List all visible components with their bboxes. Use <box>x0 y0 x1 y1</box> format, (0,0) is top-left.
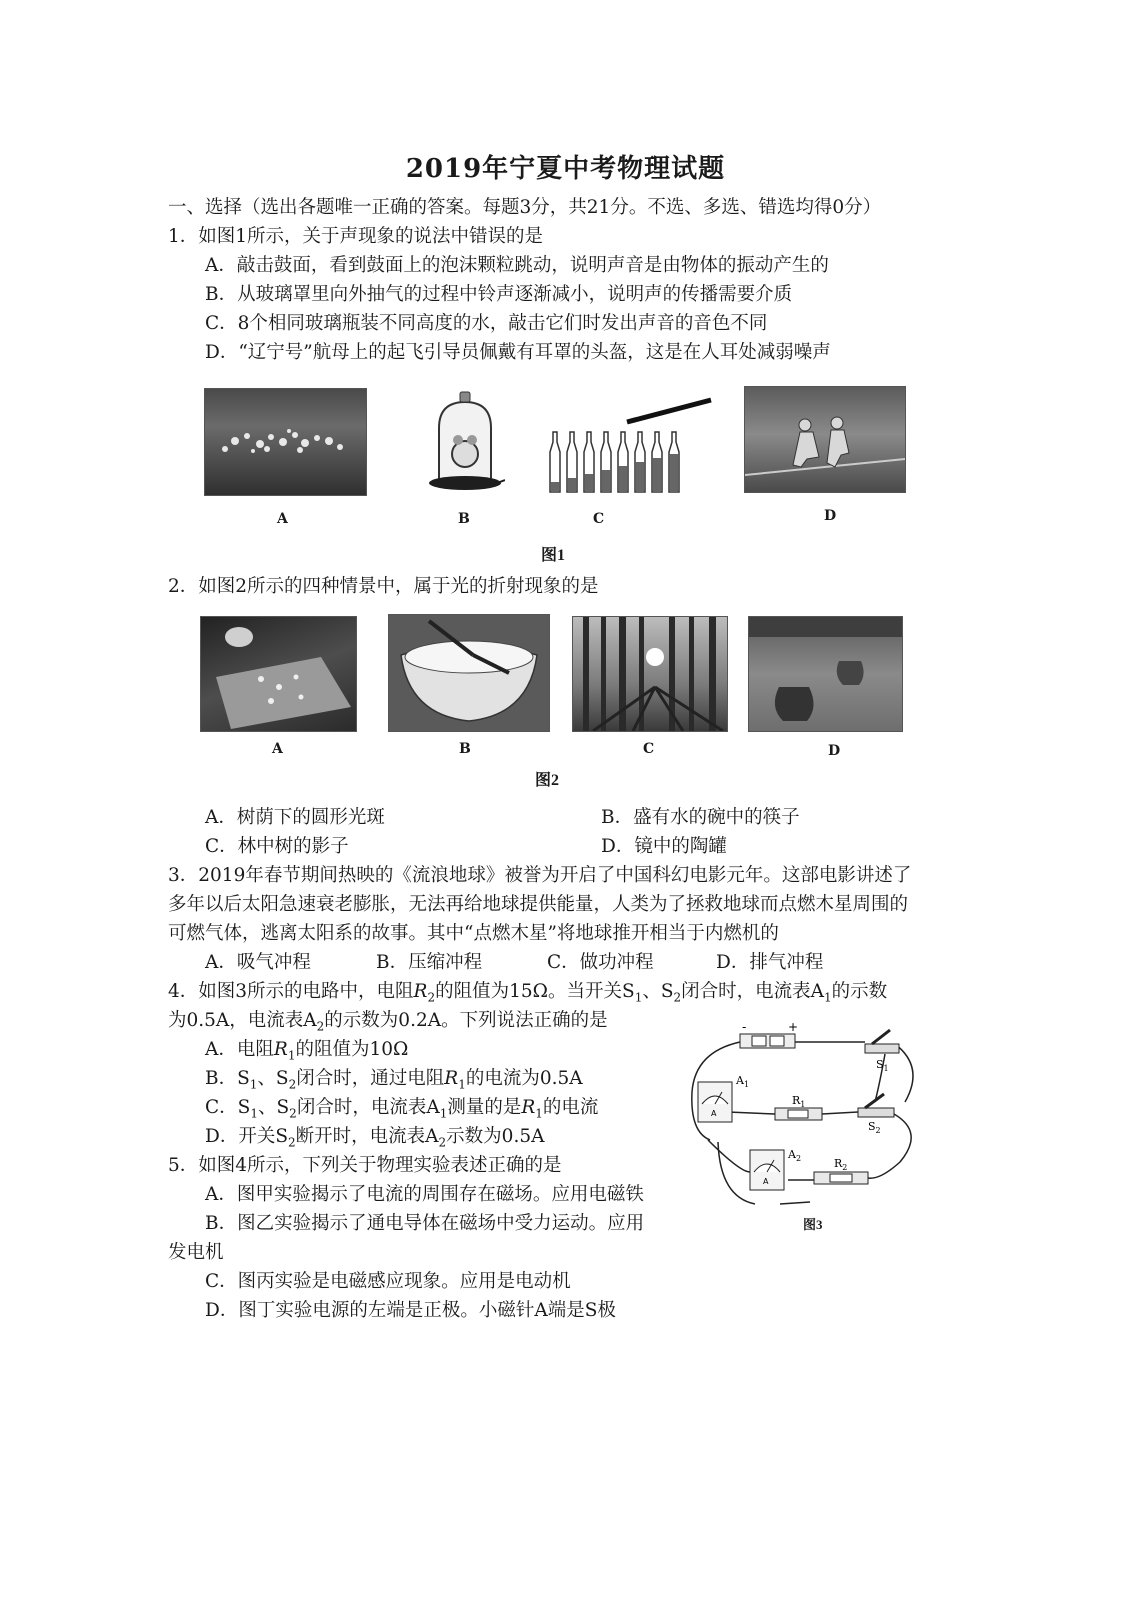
label-s1: $S_1$ <box>876 1058 889 1073</box>
q3-option-a: A．吸气冲程 <box>205 952 311 973</box>
svg-text:A: A <box>711 1109 717 1118</box>
bowl-chopstick-icon <box>389 615 549 731</box>
q1-stem: 1．如图1所示，关于声现象的说法中错误的是 <box>168 226 544 247</box>
q5-option-b: B．图乙实验揭示了通电导体在磁场中受力运动。应用 <box>205 1213 645 1234</box>
q2-stem: 2．如图2所示的四种情景中，属于光的折射现象的是 <box>168 576 599 597</box>
fig2-light-spots-photo <box>200 616 357 732</box>
jar-reflection-icon <box>749 617 902 731</box>
q5-option-d: D．图丁实验电源的左端是正极。小磁针A端是S极 <box>205 1300 616 1321</box>
q2-option-a: A．树荫下的圆形光斑 <box>205 807 385 828</box>
q5-option-a: A．图甲实验揭示了电流的周围存在磁场。应用电磁铁 <box>205 1184 644 1205</box>
label-r2: $R_2$ <box>834 1157 848 1172</box>
label-r1: $R_1$ <box>792 1094 806 1109</box>
battery-minus-label: - <box>742 1022 747 1034</box>
trees-shadows-icon <box>573 617 727 731</box>
q2-option-b: B．盛有水的碗中的筷子 <box>601 807 800 828</box>
q4-option-b: B．$S_1$、$S_2$闭合时，通过电阻$R_1$的电流为0.5A <box>205 1068 583 1092</box>
resistor-r1-icon <box>775 1108 822 1120</box>
fig2-mirror-jar-photo <box>748 616 903 732</box>
q5-option-c: C．图丙实验是电磁感应现象。应用是电动机 <box>205 1271 571 1292</box>
battery-icon <box>740 1034 795 1048</box>
q4-option-d: D．开关$S_2$断开时，电流表$A_2$示数为0.5A <box>205 1126 545 1150</box>
q4-line-1: 4．如图3所示的电路中，电阻$R_2$的阻值为15Ω。当开关$S_1$、$S_2$闭合时，电流表$A_1$的示数 <box>168 981 888 1005</box>
switch-s1-icon <box>865 1030 899 1053</box>
fig1-label-a: A <box>277 511 288 527</box>
q3-line-3: 可燃气体，逃离太阳系的故事。其中“点燃木星”将地球推开相当于内燃机的 <box>168 923 779 944</box>
fig1-bottles-icon <box>545 392 715 495</box>
label-a1: $A_1$ <box>736 1074 750 1089</box>
svg-text:A: A <box>763 1177 769 1186</box>
q3-line-2: 多年以后太阳急速衰老膨胀，无法再给地球提供能量，人类为了拯救地球而点燃木星周围的 <box>168 894 909 915</box>
label-s2: $S_2$ <box>868 1120 881 1135</box>
fig1-label-d: D <box>824 508 837 524</box>
q4-option-a: A．电阻$R_1$的阻值为10Ω <box>205 1039 409 1063</box>
page-title: 2019年宁夏中考物理试题 <box>405 154 726 184</box>
fig2-label-a: A <box>272 741 283 757</box>
q1-option-a: A．敲击鼓面，看到鼓面上的泡沫颗粒跳动，说明声音是由物体的振动产生的 <box>205 255 829 276</box>
ammeter-a1-icon <box>698 1082 732 1122</box>
fig3-circuit-diagram <box>680 1022 940 1232</box>
fig1-label-b: B <box>458 511 470 527</box>
q1-option-b: B．从玻璃罩里向外抽气的过程中铃声逐渐减小，说明声的传播需要介质 <box>205 284 793 305</box>
fig1-drum-photo <box>204 388 367 496</box>
fig2-label-c: C <box>643 741 655 757</box>
fig1-bell-jar-icon <box>425 388 505 493</box>
fig3-caption: 图3 <box>803 1217 823 1232</box>
q4-line-2: 为0.5A，电流表$A_2$的示数为0.2A。下列说法正确的是 <box>168 1010 608 1034</box>
foam-particles-icon <box>205 389 366 495</box>
light-spots-icon <box>201 617 356 731</box>
q2-option-c: C．林中树的影子 <box>205 836 349 857</box>
ammeter-a2-icon <box>750 1150 784 1190</box>
q3-option-c: C．做功冲程 <box>547 952 654 973</box>
fig2-bowl-photo <box>388 614 550 732</box>
q4-option-c: C．$S_1$、$S_2$闭合时，电流表$A_1$测量的是$R_1$的电流 <box>205 1097 599 1121</box>
q1-option-d: D．“辽宁号”航母上的起飞引导员佩戴有耳罩的头盔，这是在人耳处减弱噪声 <box>205 342 831 363</box>
q2-option-d: D．镜中的陶罐 <box>601 836 727 857</box>
q3-option-d: D．排气冲程 <box>716 952 824 973</box>
q3-option-b: B．压缩冲程 <box>376 952 483 973</box>
fig2-forest-photo <box>572 616 728 732</box>
q5-stem: 5．如图4所示，下列关于物理实验表述正确的是 <box>168 1155 562 1176</box>
section-heading: 一、选择（选出各题唯一正确的答案。每题3分，共21分。不选、多选、错选均得0分） <box>168 197 882 218</box>
fig1-caption: 图1 <box>541 547 566 564</box>
resistor-r2-icon <box>814 1172 868 1184</box>
q1-option-c: C．8个相同玻璃瓶装不同高度的水，敲击它们时发出声音的音色不同 <box>205 313 768 334</box>
crew-figures-icon <box>745 387 905 492</box>
fig1-label-c: C <box>593 511 605 527</box>
fig2-label-d: D <box>828 743 841 759</box>
battery-plus-label: + <box>788 1022 799 1034</box>
q5-option-b-continued: 发电机 <box>168 1242 224 1263</box>
label-a2: $A_2$ <box>788 1148 802 1163</box>
fig1-flight-deck-photo <box>744 386 906 493</box>
fig2-caption: 图2 <box>535 772 560 789</box>
fig2-label-b: B <box>459 741 471 757</box>
q3-line-1: 3．2019年春节期间热映的《流浪地球》被誉为开启了中国科幻电影元年。这部电影讲述了 <box>168 865 912 886</box>
